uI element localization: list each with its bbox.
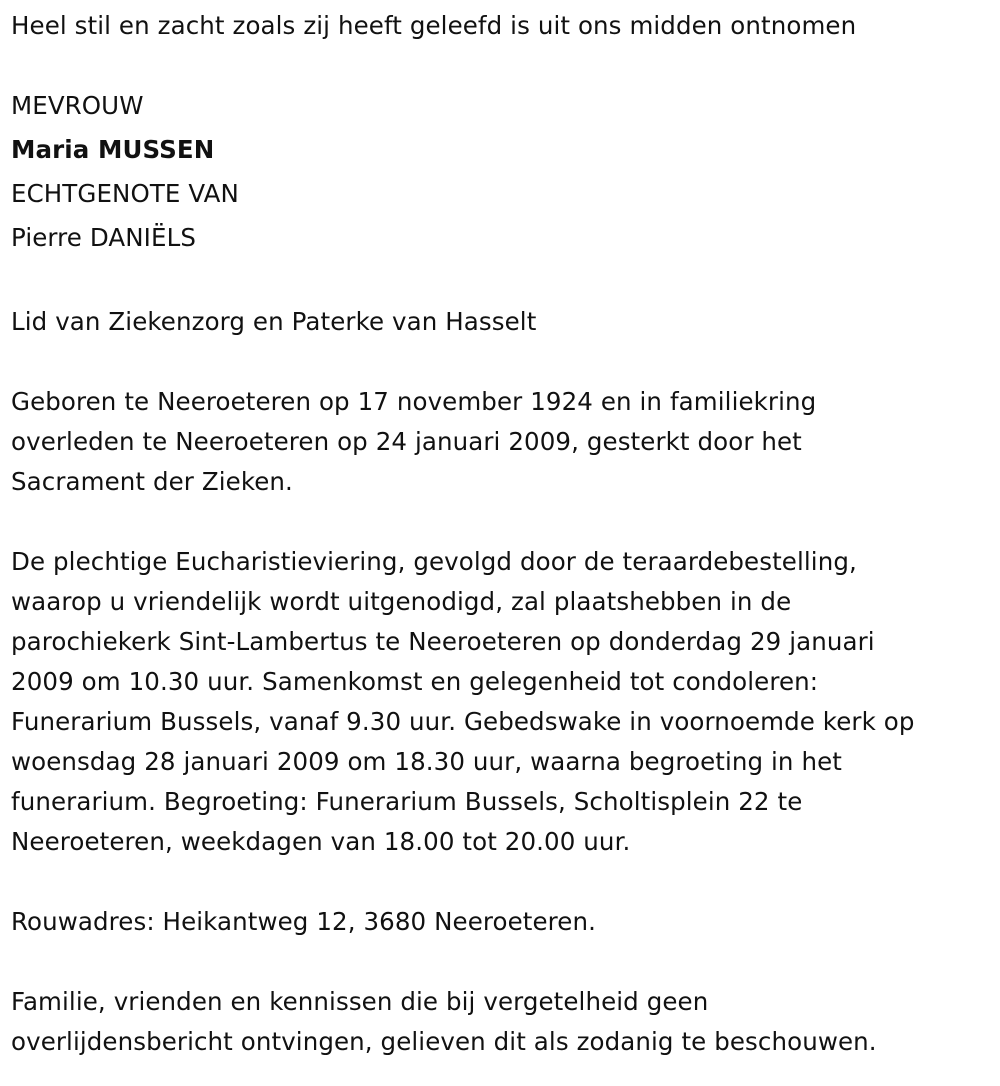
title-prefix: MEVROUW bbox=[11, 91, 144, 120]
membership-line: Lid van Ziekenzorg en Paterke van Hasselt bbox=[11, 307, 537, 336]
ceremony-line: woensdag 28 januari 2009 om 18.30 uur, waarna begroeting in het bbox=[11, 747, 842, 776]
mourning-address: Rouwadres: Heikantweg 12, 3680 Neeroeteren. bbox=[11, 907, 596, 936]
ceremony-paragraph bbox=[11, 542, 991, 862]
spacer bbox=[11, 342, 991, 382]
ceremony-line: Funerarium Bussels, vanaf 9.30 uur. Gebedswake in voornoemde kerk op bbox=[11, 707, 915, 736]
ceremony-line: Neeroeteren, weekdagen van 18.00 tot 20.00 uur. bbox=[11, 827, 631, 856]
birth-death-line: Geboren te Neeroeteren op 17 november 1924 en in familiekring bbox=[11, 387, 817, 416]
relation-label: ECHTGENOTE VAN bbox=[11, 179, 239, 208]
birth-death-paragraph bbox=[11, 382, 991, 502]
ceremony-line: 2009 om 10.30 uur. Samenkomst en gelegenheid tot condoleren: bbox=[11, 667, 819, 696]
spouse-name: Pierre DANIËLS bbox=[11, 223, 196, 252]
spacer bbox=[11, 502, 991, 542]
closing-line: overlijdensbericht ontvingen, gelieven dit als zodanig te beschouwen. bbox=[11, 1027, 877, 1056]
ceremony-line: De plechtige Eucharistieviering, gevolgd door de teraardebestelling, bbox=[11, 547, 857, 576]
spacer bbox=[11, 262, 991, 302]
birth-death-line: Sacrament der Zieken. bbox=[11, 467, 293, 496]
opening-sentence: Heel stil en zacht zoals zij heeft geleefd is uit ons midden ontnomen bbox=[11, 11, 857, 40]
ceremony-line: waarop u vriendelijk wordt uitgenodigd, zal plaatshebben in de bbox=[11, 587, 792, 616]
obituary-notice bbox=[11, 0, 991, 1062]
ceremony-line: funerarium. Begroeting: Funerarium Bussels, Scholtisplein 22 te bbox=[11, 787, 803, 816]
closing-paragraph bbox=[11, 982, 991, 1062]
ceremony-line: parochiekerk Sint-Lambertus te Neeroeteren op donderdag 29 januari bbox=[11, 627, 875, 656]
closing-line: Familie, vrienden en kennissen die bij vergetelheid geen bbox=[11, 987, 709, 1016]
spacer bbox=[11, 46, 991, 86]
spacer bbox=[11, 862, 991, 902]
birth-death-line: overleden te Neeroeteren op 24 januari 2009, gesterkt door het bbox=[11, 427, 802, 456]
deceased-name: Maria MUSSEN bbox=[11, 135, 215, 164]
spacer bbox=[11, 942, 991, 982]
